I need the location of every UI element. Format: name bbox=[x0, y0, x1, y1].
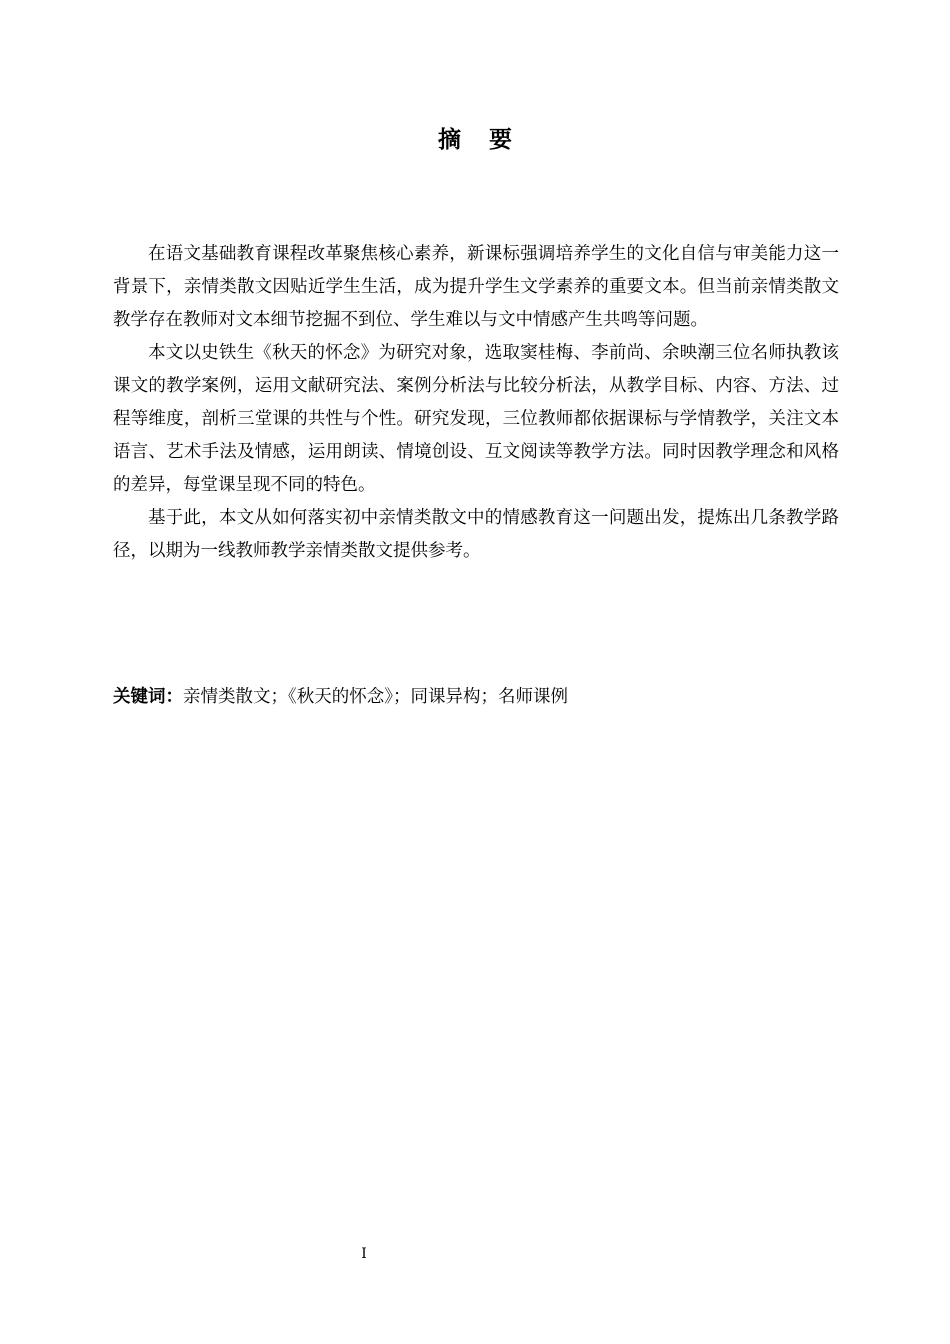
keywords-text: 亲情类散文；《秋天的怀念》；同课异构；名师课例 bbox=[183, 687, 568, 707]
abstract-paragraph-3: 基于此，本文从如何落实初中亲情类散文中的情感教育这一问题出发，提炼出几条教学路径，以期为一线教师教学亲情类散文提供参考。 bbox=[113, 508, 839, 561]
abstract-body bbox=[113, 238, 839, 568]
keywords-line bbox=[113, 681, 839, 714]
abstract-paragraph-1: 在语文基础教育课程改革聚焦核心素养，新课标强调培养学生的文化自信与审美能力这一背景下，亲情类散文因贴近学生生活，成为提升学生文学素养的重要文本。但当前亲情类散文教学存在教师对文本细节挖掘不到位、学生难以与文中情感产生共鸣等问题。 bbox=[113, 244, 839, 330]
page-number: I bbox=[361, 1246, 367, 1262]
keywords-label: 关键词： bbox=[113, 687, 183, 707]
abstract-title: 摘要 bbox=[438, 126, 540, 153]
abstract-paragraph-2: 本文以史铁生《秋天的怀念》为研究对象，选取窦桂梅、李前尚、余映潮三位名师执教该课文的教学案例，运用文献研究法、案例分析法与比较分析法，从教学目标、内容、方法、过程等维度，剖析三堂课的共性与个性。研究发现，三位教师都依据课标与学情教学，关注文本语言、艺术手法及情感，运用朗读、情境创设、互文阅读等教学方法。同时因教学理念和风格的差异，每堂课呈现不同的特色。 bbox=[113, 343, 839, 495]
